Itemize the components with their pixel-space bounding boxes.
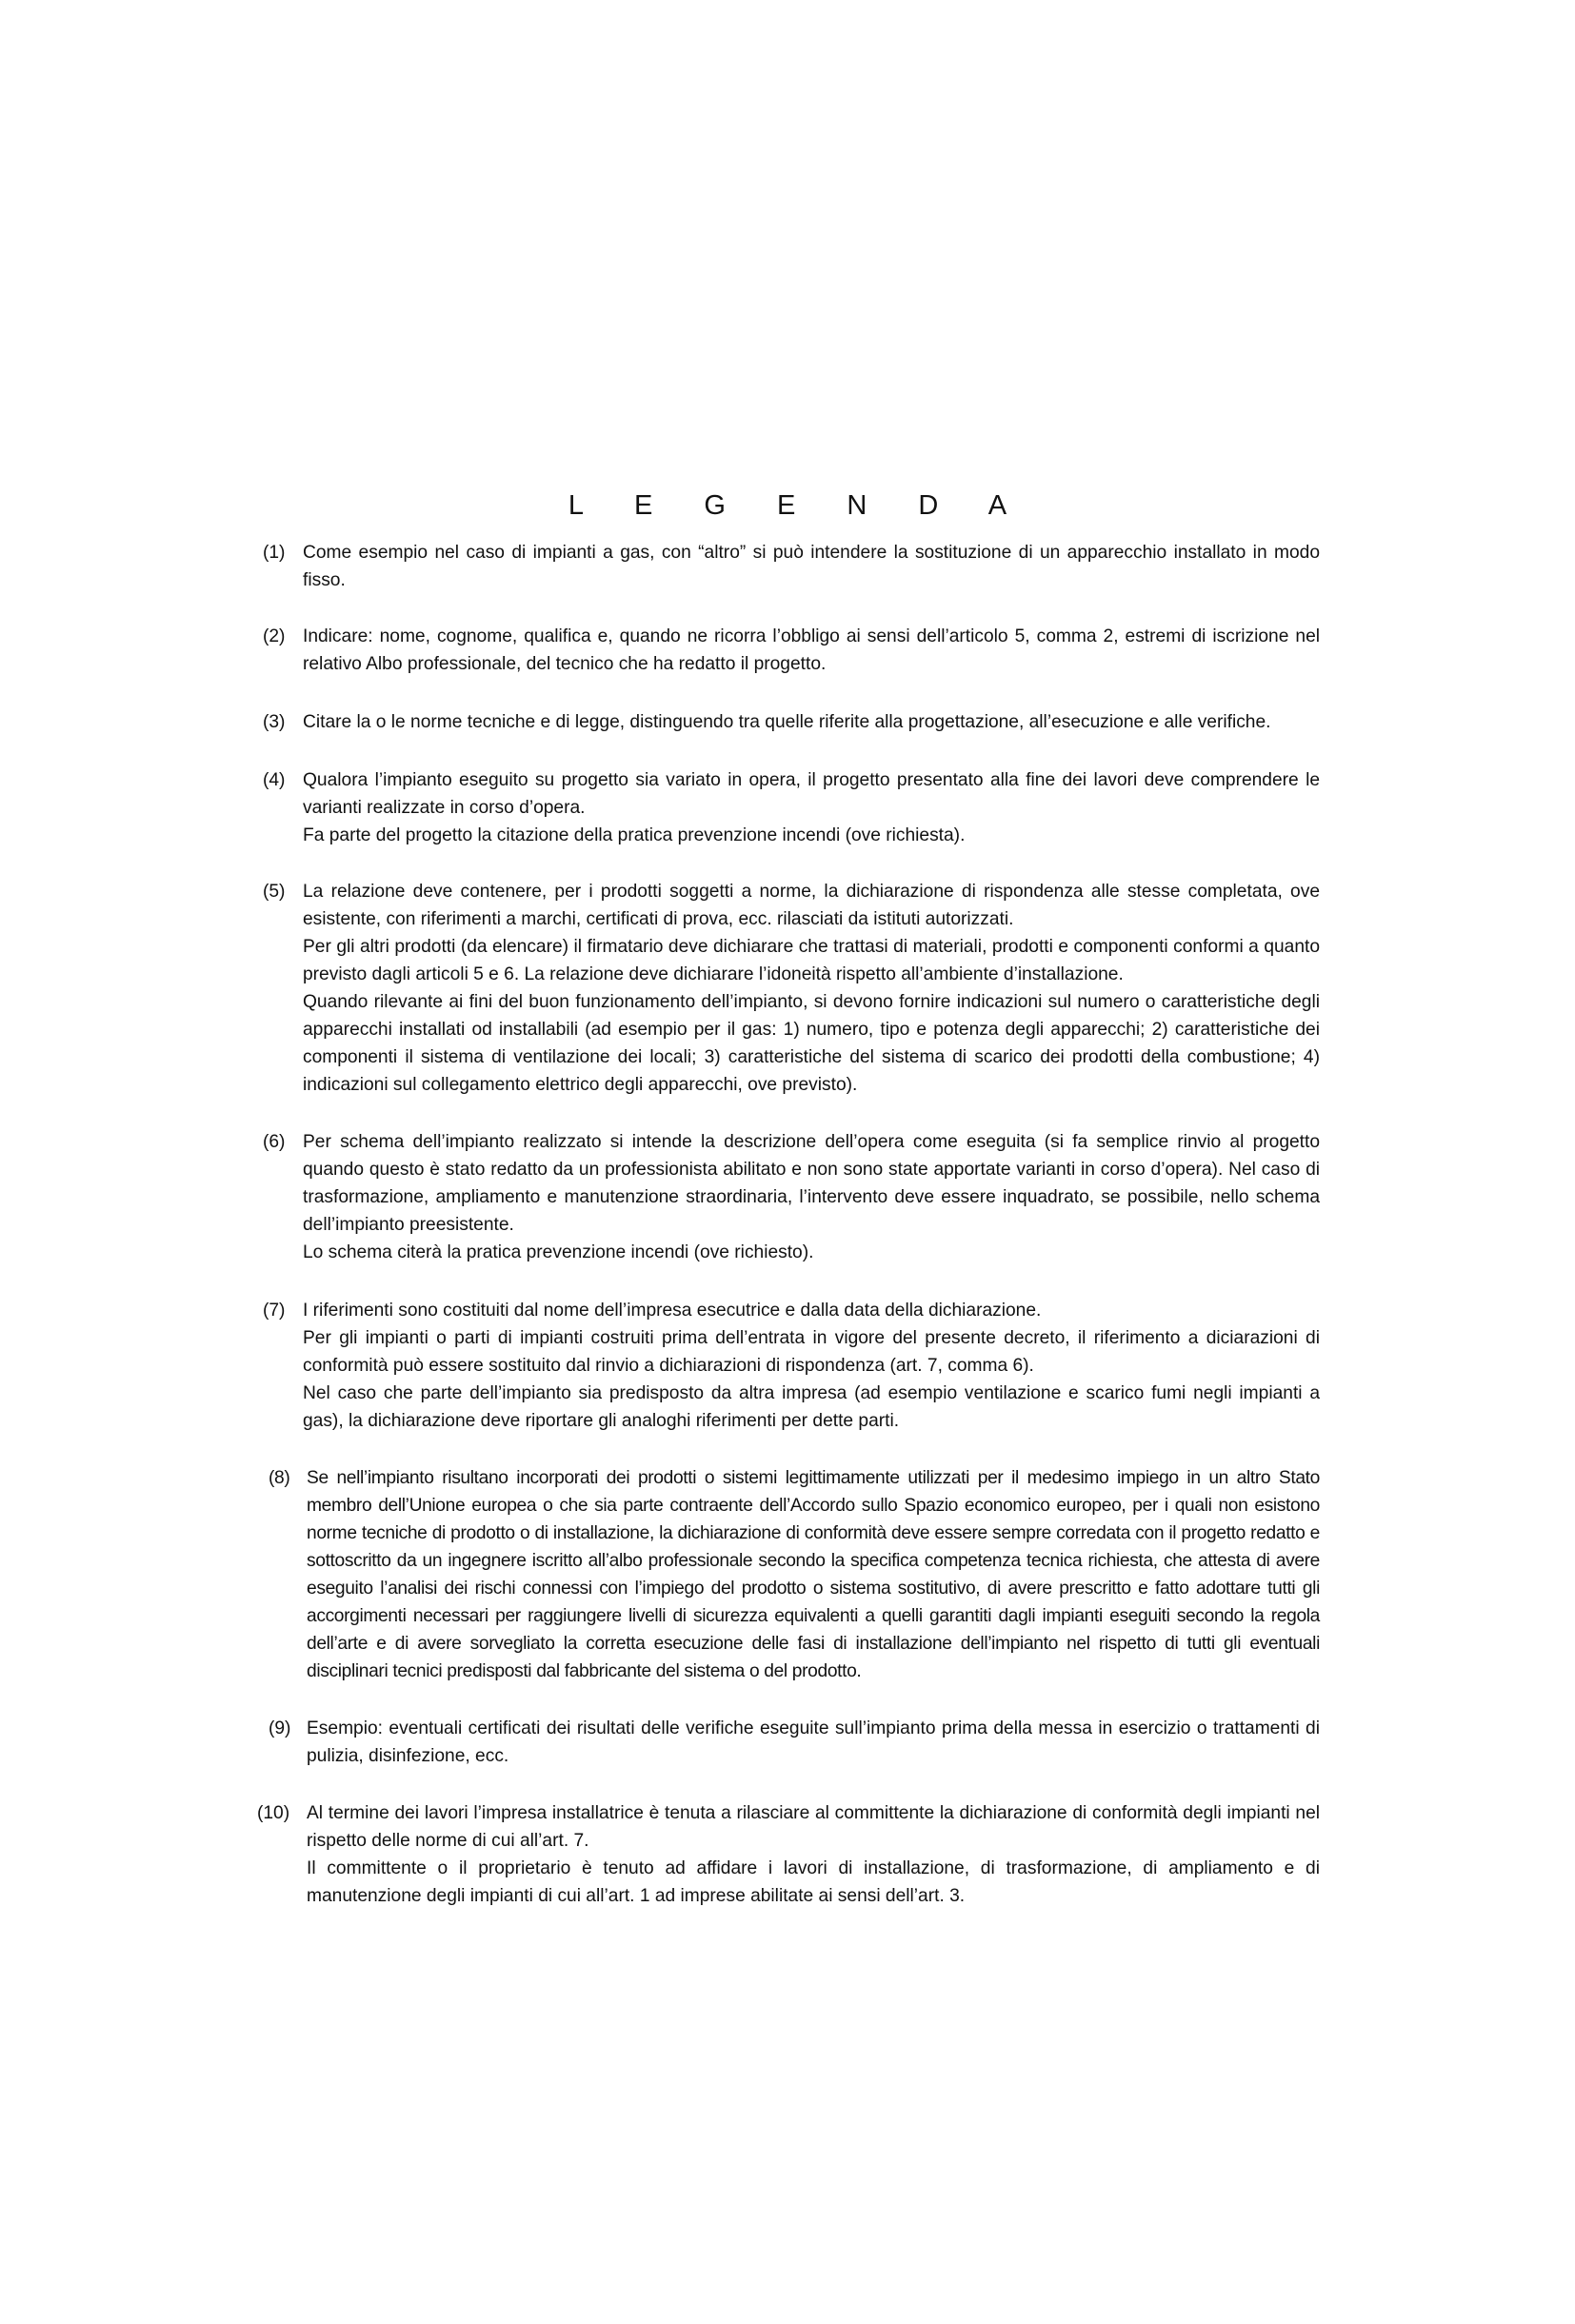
note-number: (10) — [257, 1803, 290, 1823]
legend-note-2 — [255, 623, 1320, 678]
legend-note-4 — [255, 766, 1320, 849]
note-body — [303, 539, 1320, 594]
legend-note-9 — [255, 1715, 1320, 1770]
legend-note-6 — [255, 1128, 1320, 1266]
note-body — [303, 1799, 1320, 1910]
note-body — [303, 1715, 1320, 1770]
note-body — [303, 878, 1320, 1099]
note-body — [303, 708, 1320, 736]
note-number: (8) — [269, 1468, 290, 1488]
note-body — [303, 766, 1320, 849]
note-paragraph: Indicare: nome, cognome, qualifica e, quando ne ricorra l’obbligo ai sensi dell’articolo 5, comma 2, estremi di iscrizione nel relativo Albo professionale, del tecnico che ha redatto il progetto. — [303, 626, 1320, 674]
note-body — [303, 1464, 1320, 1685]
legend-note-1 — [255, 539, 1320, 594]
note-number: (4) — [263, 770, 286, 790]
note-paragraph: Il committente o il proprietario è tenuto ad affidare i lavori di installazione, di trasformazione, di ampliamento e di manutenzione degli impianti di cui all’art. 1 ad imprese abilitate ai sensi dell’art. 3. — [307, 1858, 1320, 1906]
note-paragraph: Citare la o le norme tecniche e di legge, distinguendo tra quelle riferite alla progettazione, all’esecuzione e alle verifiche. — [303, 712, 1271, 732]
note-body — [303, 1297, 1320, 1435]
note-number: (7) — [263, 1301, 286, 1321]
note-body — [303, 623, 1320, 678]
note-paragraph: Per gli altri prodotti (da elencare) il firmatario deve dichiarare che trattasi di materiali, prodotti e componenti conformi a quanto previsto dagli articoli 5 e 6. La relazione deve dichiarare l’idoneità rispetto all’ambiente d’installazione. — [303, 937, 1320, 984]
note-number: (1) — [263, 543, 286, 563]
note-paragraph: Per schema dell’impianto realizzato si intende la descrizione dell’opera come eseguita (si fa semplice rinvio al progetto quando questo è stato redatto da un professionista abilitato e non sono state apportate varianti in corso d’opera). Nel caso di trasformazione, ampliamento e manutenzione straordinaria, l’intervento deve essere inquadrato, se possibile, nello schema dell’impianto preesistente. — [303, 1132, 1320, 1235]
note-body — [303, 1128, 1320, 1266]
note-paragraph: La relazione deve contenere, per i prodotti soggetti a norme, la dichiarazione di rispondenza alle stesse completata, ove esistente, con riferimenti a marchi, certificati di prova, ecc. rilasciati da istituti autorizzati. — [303, 882, 1320, 929]
legend-title: L E G E N D A — [568, 490, 1029, 522]
note-number: (5) — [263, 882, 286, 902]
note-paragraph: Nel caso che parte dell’impianto sia predisposto da altra impresa (ad esempio ventilazione e scarico fumi negli impianti a gas), la dichiarazione deve riportare gli analoghi riferimenti per dette parti. — [303, 1383, 1320, 1431]
legend-note-10 — [255, 1799, 1320, 1910]
note-paragraph: I riferimenti sono costituiti dal nome dell’impresa esecutrice e dalla data della dichiarazione. — [303, 1301, 1042, 1321]
note-paragraph: Per gli impianti o parti di impianti costruiti prima dell’entrata in vigore del presente decreto, il riferimento a diciarazioni di conformità può essere sostituito dal rinvio a dichiarazioni di rispondenza (art. 7, comma 6). — [303, 1328, 1320, 1376]
note-paragraph: Lo schema citerà la pratica prevenzione incendi (ove richiesto). — [303, 1242, 814, 1262]
note-paragraph: Qualora l’impianto eseguito su progetto sia variato in opera, il progetto presentato alla fine dei lavori deve comprendere le varianti realizzate in corso d’opera. — [303, 770, 1320, 818]
legend-note-8 — [255, 1464, 1320, 1685]
note-number: (2) — [263, 626, 286, 646]
note-number: (6) — [263, 1132, 286, 1152]
note-paragraph: Come esempio nel caso di impianti a gas, con “altro” si può intendere la sostituzione di un apparecchio installato in modo fisso. — [303, 543, 1320, 590]
legend-note-7 — [255, 1297, 1320, 1435]
note-number: (9) — [269, 1718, 291, 1738]
note-paragraph: Al termine dei lavori l’impresa installatrice è tenuta a rilasciare al committente la dichiarazione di conformità degli impianti nel rispetto delle norme di cui all’art. 7. — [307, 1803, 1320, 1851]
legend-note-3 — [255, 708, 1320, 736]
note-paragraph: Quando rilevante ai fini del buon funzionamento dell’impianto, si devono fornire indicazioni sul numero o caratteristiche degli apparecchi installati od installabili (ad esempio per il gas: 1) numero, tipo e potenza degli apparecchi; 2) caratteristiche dei componenti il sistema di ventilazione dei locali; 3) caratteristiche del sistema di scarico dei prodotti della combustione; 4) indicazioni sul collegamento elettrico degli apparecchi, ove previsto). — [303, 992, 1320, 1095]
legend-list — [255, 539, 1320, 1910]
note-number: (3) — [263, 712, 286, 732]
note-paragraph: Esempio: eventuali certificati dei risultati delle verifiche eseguite sull’impianto prima della messa in esercizio o trattamenti di pulizia, disinfezione, ecc. — [307, 1718, 1320, 1766]
note-paragraph: Se nell’impianto risultano incorporati dei prodotti o sistemi legittimamente utilizzati per il medesimo impiego in un altro Stato membro dell’Unione europea o che sia parte contraente dell’Accordo sullo Spazio economico europeo, per i quali non esistono norme tecniche di prodotto o di installazione, la dichiarazione di conformità deve essere sempre corredata con il progetto redatto e sottoscritto da un ingegnere iscritto all’albo professionale secondo la specifica competenza tecnica richiesta, che attesta di avere eseguito l’analisi dei rischi connessi con l’impiego del prodotto o sistema sostitutivo, di avere prescritto e fatto adottare tutti gli accorgimenti necessari per raggiungere livelli di sicurezza equivalenti a quelli garantiti dagli impianti eseguiti secondo la regola dell’arte e di avere sorvegliato la corretta esecuzione delle fasi di installazione dell’impianto nel rispetto di tutti gli eventuali disciplinari tecnici predisposti dal fabbricante del sistema o del prodotto. — [307, 1468, 1320, 1681]
note-paragraph: Fa parte del progetto la citazione della pratica prevenzione incendi (ove richiesta). — [303, 825, 966, 845]
legend-note-5 — [255, 878, 1320, 1099]
